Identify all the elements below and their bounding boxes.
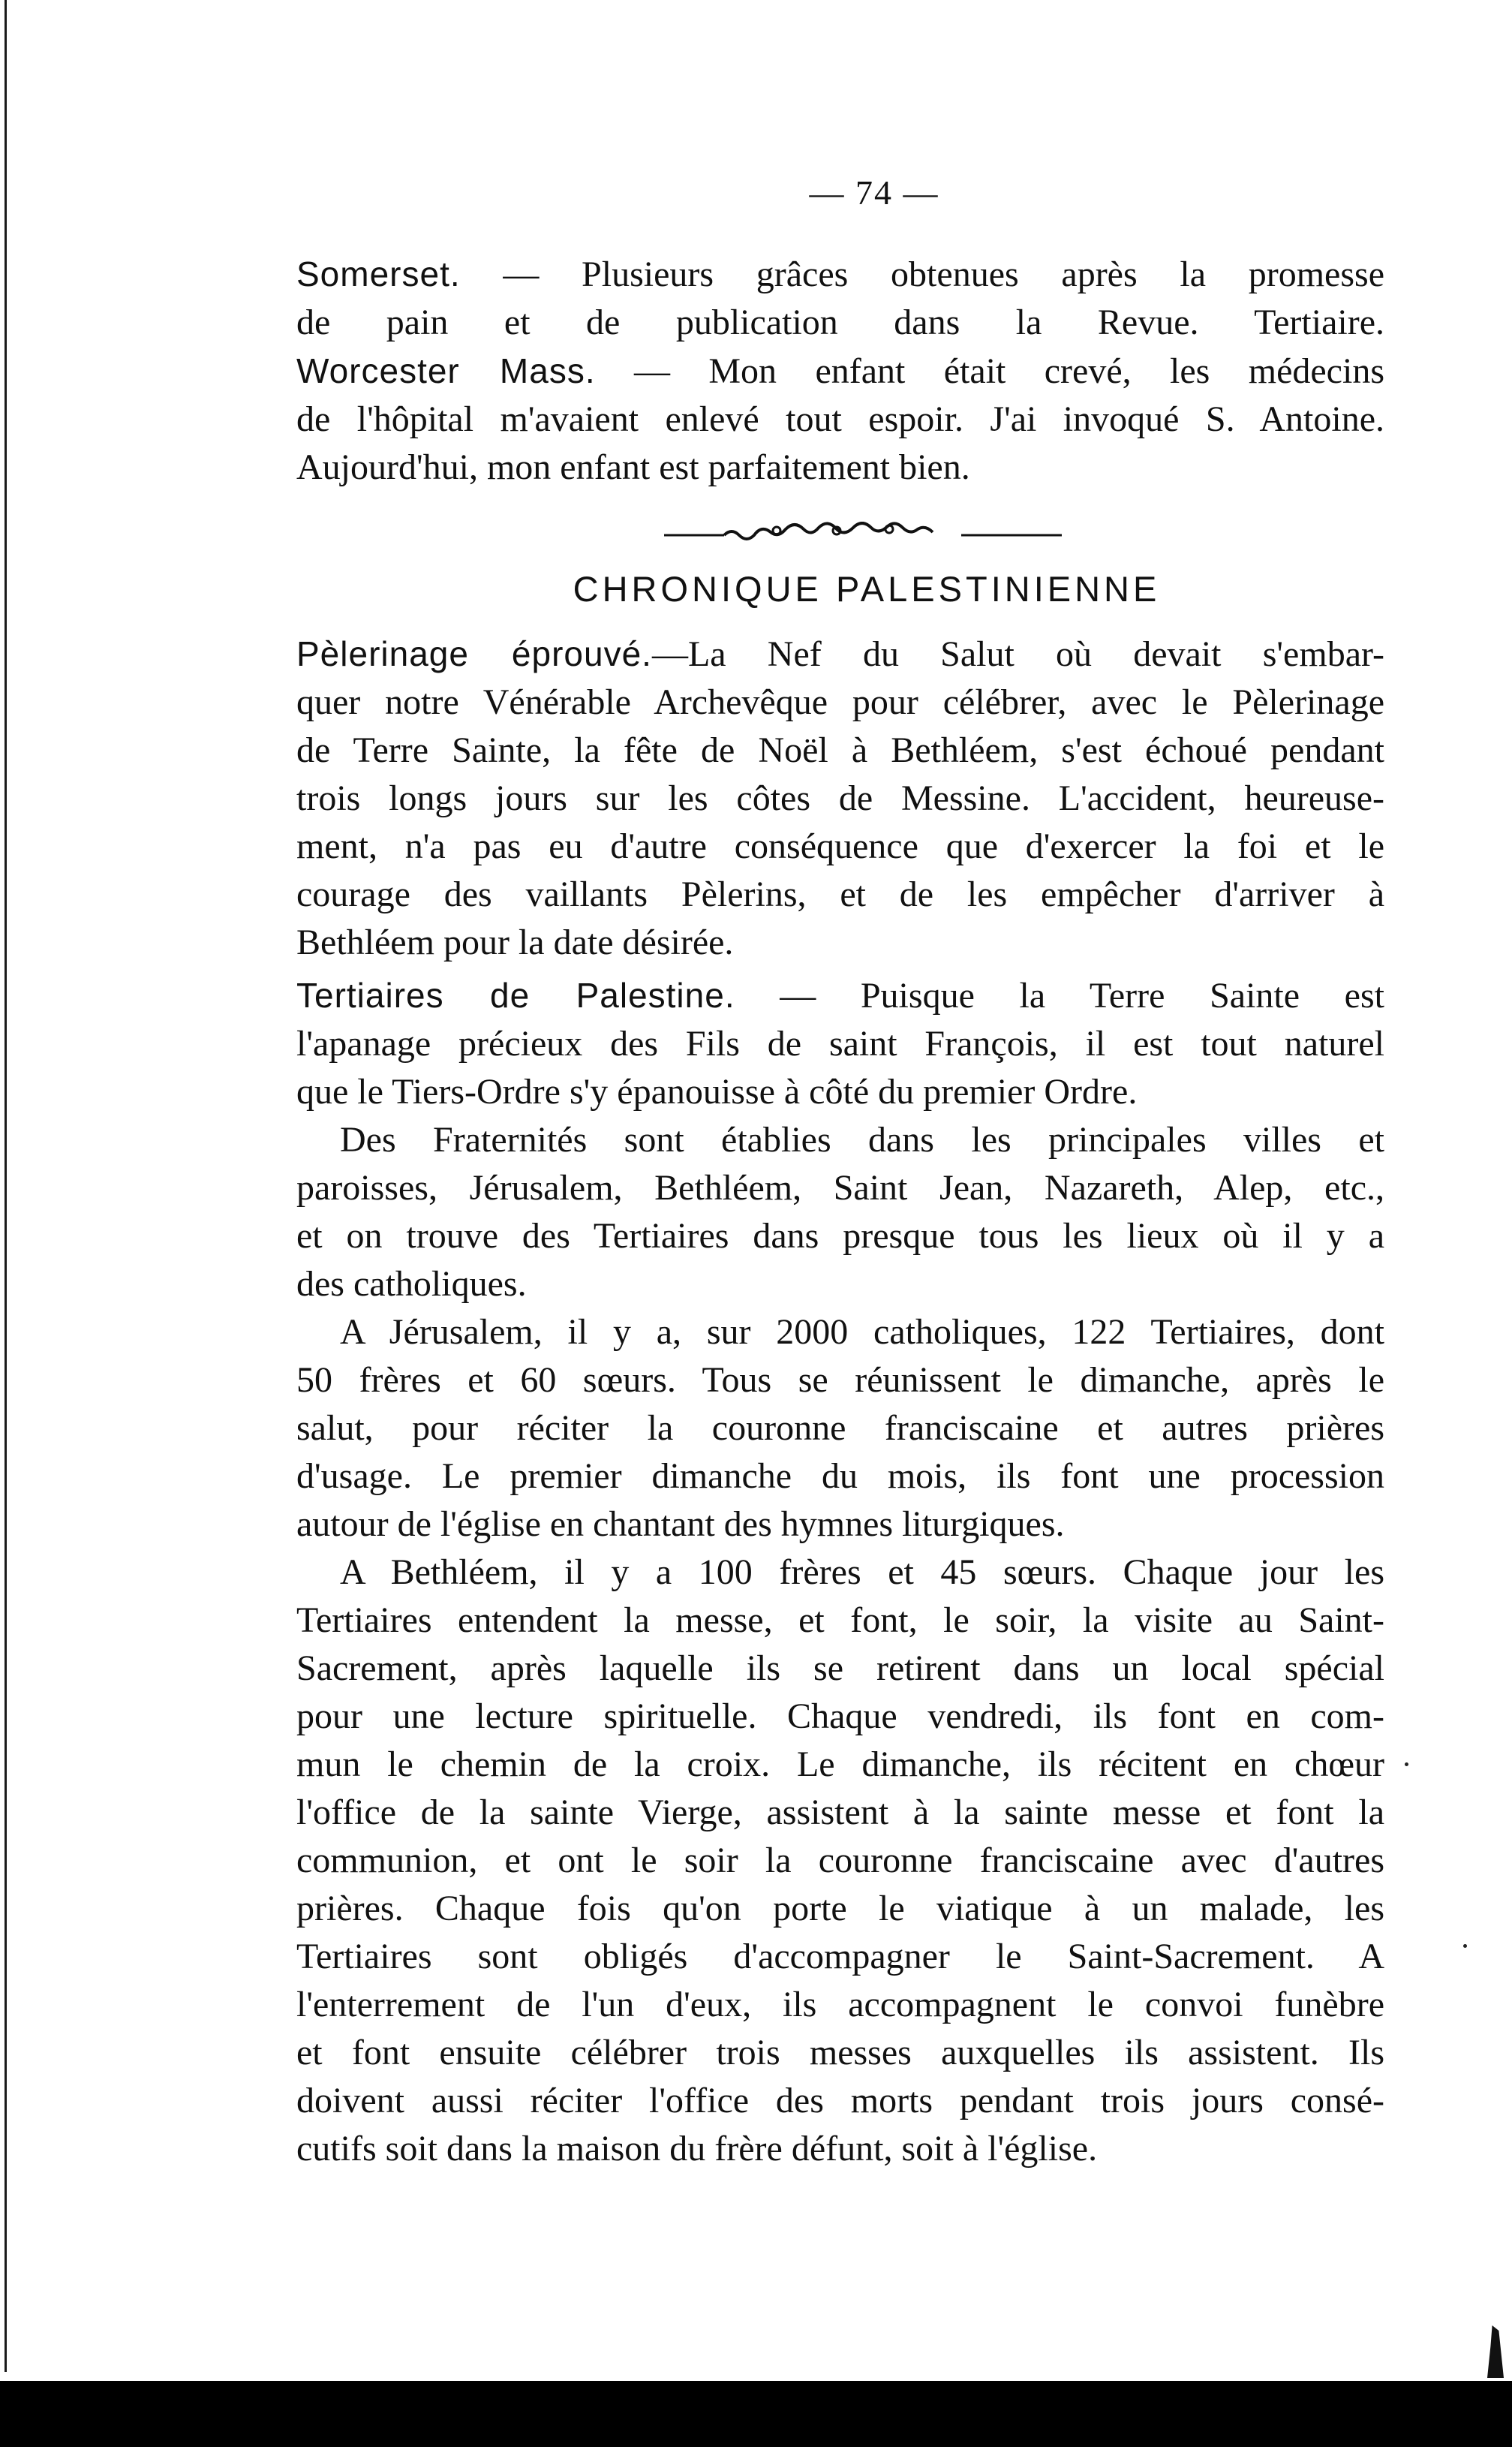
text-line bbox=[296, 919, 1384, 967]
text-line: 50 frères et 60 sœurs. Tous se réunissent le dimanche, après le bbox=[296, 1360, 1384, 1400]
text-line: Sacrement, après laquelle ils se retirent dans un local spécial bbox=[296, 1648, 1384, 1688]
scan-speck bbox=[1463, 1944, 1467, 1948]
text-line bbox=[296, 347, 1384, 396]
line-text: ment, n'a pas eu d'autre conséquence que d'exercer la foi et le bbox=[296, 826, 1384, 866]
text-line bbox=[296, 971, 1384, 1020]
lead-heading: Somerset. bbox=[296, 254, 461, 293]
fraternites-paragraph bbox=[296, 1116, 1384, 1308]
text-line bbox=[296, 396, 1384, 444]
line-text: trois longs jours sur les côtes de Messine. L'accident, heureuse- bbox=[296, 778, 1384, 818]
page-number: — 74 — bbox=[809, 173, 939, 212]
text-line: communion, et ont le soir la couronne franciscaine avec d'autres bbox=[296, 1841, 1384, 1880]
line-text: —La Nef du Salut où devait s'embar- bbox=[651, 634, 1385, 674]
scan-speck bbox=[1405, 1762, 1408, 1766]
text-line: cutifs soit dans la maison du frère défunt, soit à l'église. bbox=[296, 2129, 1098, 2169]
text-line bbox=[296, 727, 1384, 775]
text-line: l'enterrement de l'un d'eux, ils accompagnent le convoi funèbre bbox=[296, 1985, 1384, 2024]
text-line bbox=[296, 1020, 1384, 1068]
text-line: A Bethléem, il y a 100 frères et 45 sœurs. Chaque jour les bbox=[340, 1552, 1384, 1592]
text-line bbox=[296, 823, 1384, 871]
text-line: mun le chemin de la croix. Le dimanche, ils récitent en chœur bbox=[296, 1744, 1384, 1784]
pelerinage-paragraph bbox=[296, 630, 1384, 967]
text-line: prières. Chaque fois qu'on porte le viatique à un malade, les bbox=[296, 1889, 1384, 1928]
line-text: Aujourd'hui, mon enfant est parfaitement bien. bbox=[296, 447, 970, 487]
text-line: salut, pour réciter la couronne franciscaine et autres prières bbox=[296, 1408, 1384, 1448]
text-line: paroisses, Jérusalem, Bethléem, Saint Jean, Nazareth, Alep, etc., bbox=[296, 1168, 1384, 1208]
text-line bbox=[296, 871, 1384, 919]
line-text: de Terre Sainte, la fête de Noël à Bethléem, s'est échoué pendant bbox=[296, 730, 1384, 770]
line-text: courage des vaillants Pèlerins, et de les empêcher d'arriver à bbox=[296, 874, 1384, 914]
bethleem-paragraph bbox=[296, 1549, 1384, 2173]
book-page bbox=[296, 173, 1384, 2173]
line-text: Bethléem pour la date désirée. bbox=[296, 923, 734, 962]
ornament-divider bbox=[619, 522, 1062, 544]
scan-left-edge bbox=[5, 0, 7, 2372]
line-text: — Mon enfant était crevé, les médecins bbox=[595, 351, 1384, 391]
text-line: des catholiques. bbox=[296, 1264, 527, 1304]
scan-artifact bbox=[1487, 2325, 1504, 2378]
flourish-icon bbox=[664, 522, 1062, 544]
line-text: — Plusieurs grâces obtenues après la promesse bbox=[460, 254, 1384, 294]
text-line: Tertiaires sont obligés d'accompagner le Saint-Sacrement. A bbox=[296, 1937, 1384, 1976]
text-line: l'office de la sainte Vierge, assistent à la sainte messe et font la bbox=[296, 1792, 1384, 1832]
text-line bbox=[296, 679, 1384, 727]
text-line: Tertiaires entendent la messe, et font, le soir, la visite au Saint- bbox=[296, 1600, 1384, 1640]
lead-heading: Tertiaires de Palestine. bbox=[296, 976, 735, 1015]
tertiaires-paragraph bbox=[296, 971, 1384, 1116]
text-line: et on trouve des Tertiaires dans presque tous les lieux où il y a bbox=[296, 1216, 1384, 1256]
text-line: d'usage. Le premier dimanche du mois, ils font une procession bbox=[296, 1456, 1384, 1496]
section-title: CHRONIQUE PALESTINIENNE bbox=[573, 569, 1161, 609]
text-line bbox=[296, 1068, 1384, 1116]
line-text: quer notre Vénérable Archevêque pour célébrer, avec le Pèlerinage bbox=[296, 682, 1384, 722]
text-line: A Jérusalem, il y a, sur 2000 catholiques, 122 Tertiaires, dont bbox=[340, 1312, 1384, 1352]
text-line: autour de l'église en chantant des hymnes liturgiques. bbox=[296, 1504, 1065, 1544]
lead-heading: Pèlerinage éprouvé. bbox=[296, 634, 652, 673]
line-text: de pain et de publication dans la Revue. Tertiaire. bbox=[296, 302, 1384, 342]
line-text: que le Tiers-Ordre s'y épanouisse à côté du premier Ordre. bbox=[296, 1072, 1138, 1112]
text-line: doivent aussi réciter l'office des morts pendant trois jours consé- bbox=[296, 2081, 1384, 2120]
jerusalem-paragraph bbox=[296, 1308, 1384, 1549]
text-line: pour une lecture spirituelle. Chaque vendredi, ils font en com- bbox=[296, 1696, 1384, 1736]
line-text: l'apanage précieux des Fils de saint François, il est tout naturel bbox=[296, 1024, 1384, 1064]
intro-notes bbox=[296, 250, 1384, 492]
text-line: et font ensuite célébrer trois messes auxquelles ils assistent. Ils bbox=[296, 2033, 1384, 2072]
text-line bbox=[296, 630, 1384, 679]
text-line bbox=[296, 250, 1384, 299]
text-line: Des Fraternités sont établies dans les principales villes et bbox=[340, 1120, 1384, 1160]
text-line bbox=[296, 775, 1384, 823]
scan-bottom-band bbox=[0, 2381, 1512, 2447]
lead-heading: Worcester Mass. bbox=[296, 351, 596, 390]
text-line bbox=[296, 444, 1384, 492]
line-text: de l'hôpital m'avaient enlevé tout espoir. J'ai invoqué S. Antoine. bbox=[296, 399, 1384, 439]
text-line bbox=[296, 299, 1384, 347]
line-text: — Puisque la Terre Sainte est bbox=[735, 976, 1384, 1016]
